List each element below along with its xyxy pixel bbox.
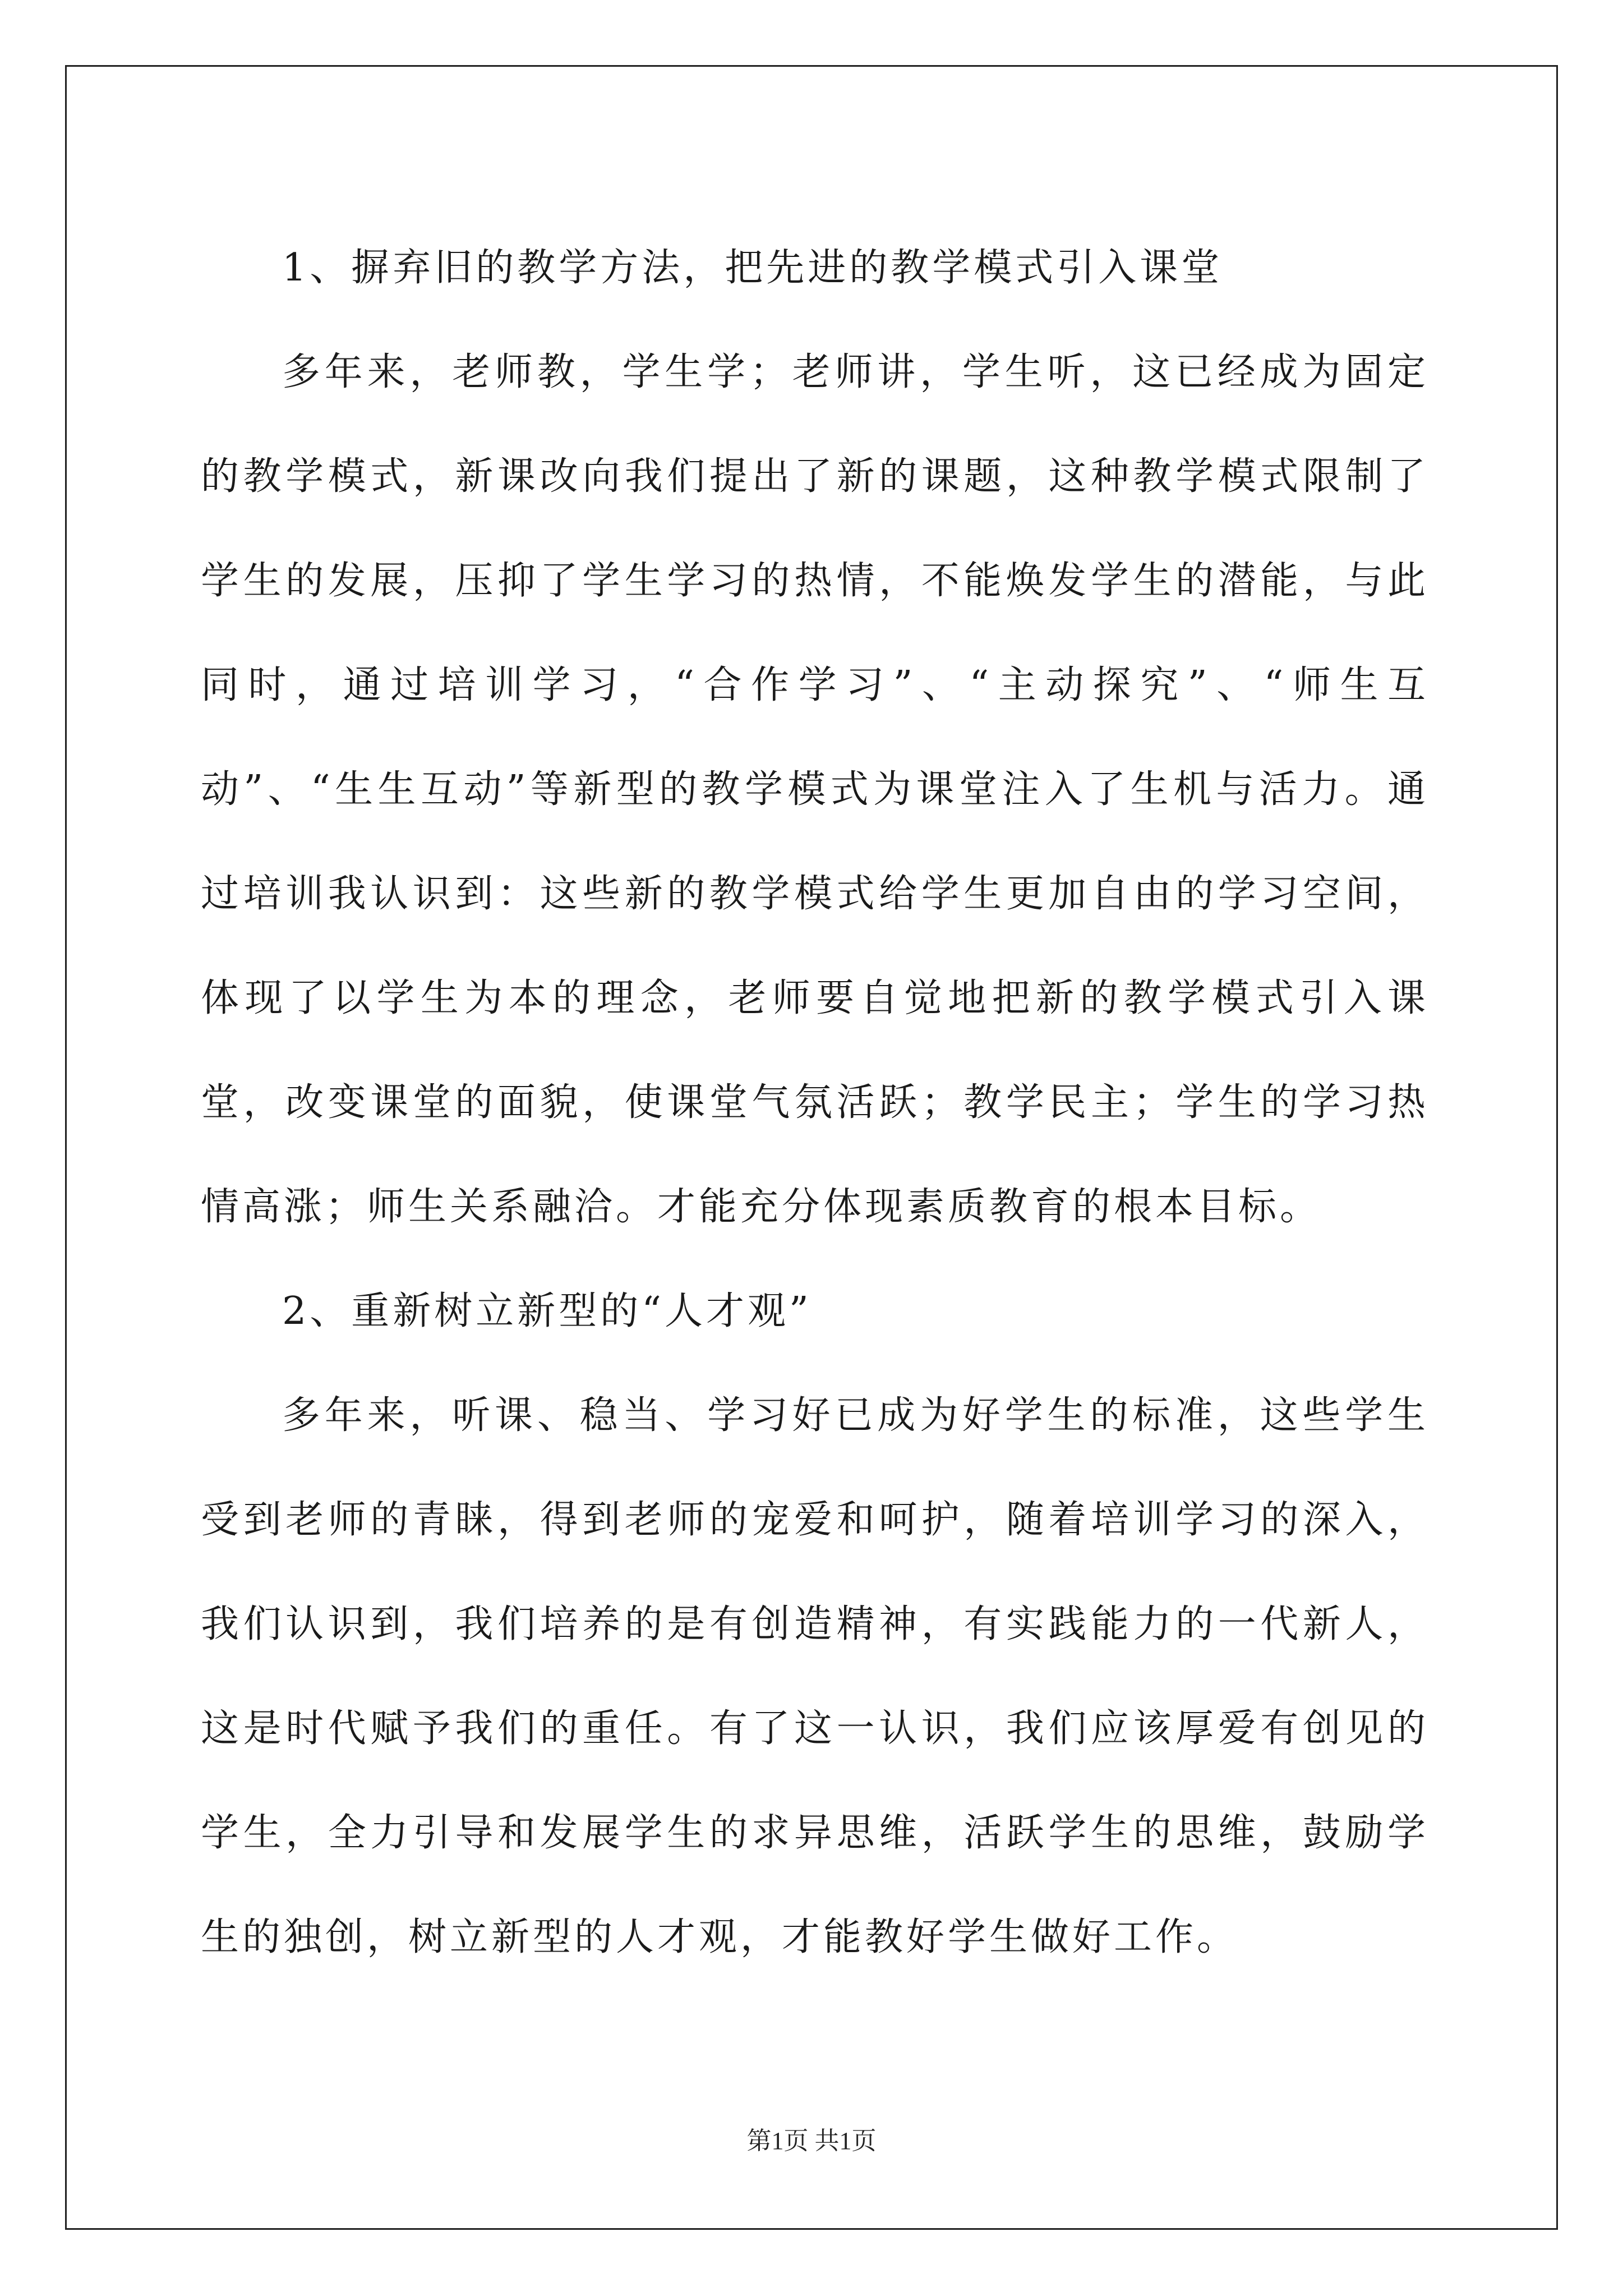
section-2-heading: 2、重新树立新型的“人才观” [282, 1289, 812, 1333]
section-1-heading: 1、摒弃旧的教学方法，把先进的教学模式引入课堂 [282, 246, 1223, 290]
document-body [201, 216, 1429, 1990]
section-1-paragraph: 多年来，老师教，学生学；老师讲，学生听，这已经成为固定的教学模式，新课改向我们提出了新的课题，这种教学模式限制了学生的发展，压抑了学生学习的热情，不能焕发学生的潜能，与此同时，通过培训学习，“合作学习”、“主动探究”、“师生互动”、“生生互动”等新型的教学模式为课堂注入了生机与活力。通过培训我认识到：这些新的教学模式给学生更加自由的学习空间，体现了以学生为本的理念，老师要自觉地把新的教学模式引入课堂，改变课堂的面貌，使课堂气氛活跃；教学民主；学生的学习热情高涨；师生关系融洽。才能充分体现素质教育的根本目标。 [201, 350, 1429, 1229]
section-2-paragraph: 多年来，听课、稳当、学习好已成为好学生的标准，这些学生受到老师的青睐，得到老师的宠爱和呵护，随着培训学习的深入，我们认识到，我们培养的是有创造精神，有实践能力的一代新人，这是时代赋予我们的重任。有了这一认识，我们应该厚爱有创见的学生，全力引导和发展学生的求异思维，活跃学生的思维，鼓励学生的独创，树立新型的人才观，才能教好学生做好工作。 [201, 1393, 1429, 1959]
page-footer: 第1页 共1页 [746, 2127, 877, 2155]
